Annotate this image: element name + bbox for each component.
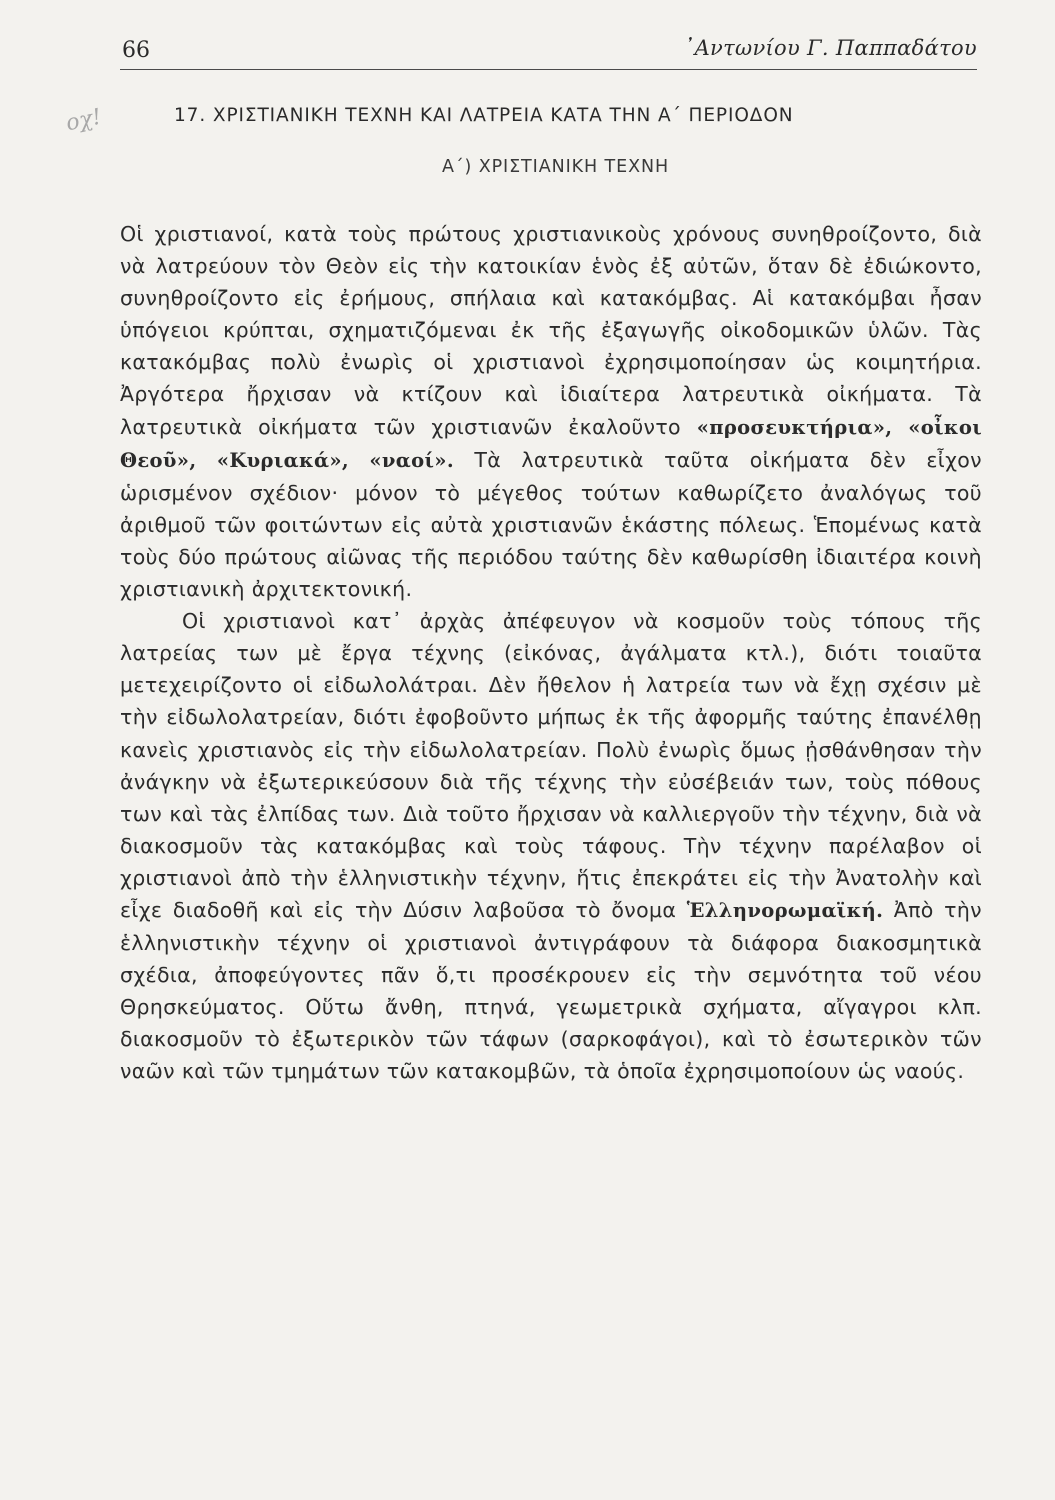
paragraph-text: Οἱ χριστιανοί, κατὰ τοὺς πρώτους χριστιανικοὺς χρόνους συνηθροίζοντο, διὰ νὰ λατρεύουν τὸν Θεὸν εἰς τὴν κατοικίαν ἑνὸς ἐξ αὐτῶν, ὅταν δὲ ἐδιώκοντο, συνηθροίζοντο εἰς ἐρήμους, σπήλαια καὶ κατακόμβας. Αἱ κατακόμβαι ἦσαν ὑπόγειοι κρύπται, σχηματιζόμεναι ἐκ τῆς ἐξαγωγῆς οἰκοδομικῶν ὑλῶν. Τὰς κατακόμβας πολὺ ἐνωρὶς οἱ χριστιανοὶ ἐχρησιμοποίησαν ὡς κοιμητήρια. Ἀργότερα ἤρχισαν νὰ κτίζουν καὶ ἰδιαίτερα λατρευτικὰ οἰκήματα. Τὰ λατρευτικὰ οἰκήματα τῶν χριστιανῶν ἐκαλοῦντο [120, 222, 982, 439]
running-header: ᾿Αντωνίου Γ. Παππαδάτου [683, 36, 977, 60]
paragraph-text: Οἱ χριστιανοὶ κατ᾿ ἀρχὰς ἀπέφευγον νὰ κοσμοῦν τοὺς τόπους τῆς λατρείας των μὲ ἔργα τέχνης (εἰκόνας, ἀγάλματα κτλ.), διότι τοιαῦτα μετεχειρίζοντο οἱ εἰδωλολάτραι. Δὲν ἤθελον ἡ λατρεία των νὰ ἔχῃ σχέσιν μὲ τὴν εἰδωλολατρείαν, διότι ἐφοβοῦντο μήπως ἐκ τῆς ἀφορμῆς ταύτης ἐπανέλθῃ κανεὶς χριστιανὸς εἰς τὴν εἰδωλολατρείαν. Πολὺ ἐνωρὶς ὅμως ᾐσθάνθησαν τὴν ἀνάγκην νὰ ἐξωτερικεύσουν διὰ τῆς τέχνης τὴν εὐσέβειάν των, τοὺς πόθους των καὶ τὰς ἐλπίδας των. Διὰ τοῦτο ἤρχισαν νὰ καλλιεργοῦν τὴν τέχνην, διὰ νὰ διακοσμοῦν τὰς κατακόμβας καὶ τοὺς τάφους. Τὴν τέχνην παρέλαβον οἱ χριστιανοὶ ἀπὸ τὴν ἑλληνιστικὴν τέχνην, ἥτις ἐπεκράτει εἰς τὴν Ἀνατολὴν καὶ εἶχε διαδοθῆ καὶ εἰς τὴν Δύσιν λαβοῦσα τὸ ὄνομα [120, 609, 982, 922]
paragraph-text: Τὰ λατρευτικὰ ταῦτα οἰκήματα δὲν εἶχον ὡρισμένον σχέδιον· μόνον τὸ μέγεθος τούτων καθωρίζετο ἀναλόγως τοῦ ἀριθμοῦ τῶν φοιτώντων εἰς αὐτὰ χριστιανῶν ἑκάστης πόλεως. Ἑπομένως κατὰ τοὺς δύο πρώτους αἰῶνας τῆς περιόδου ταύτης δὲν καθωρίσθη ἰδιαιτέρα κοινὴ χριστιανικὴ ἀρχιτεκτονική. [120, 447, 982, 602]
paragraph [120, 218, 982, 605]
emphasized-term: «οἶκοι Θεοῦ», [120, 415, 982, 472]
emphasized-term: «προσευκτήρια», [696, 415, 893, 439]
paragraph-text: Ἀπὸ τὴν ἑλληνιστικὴν τέχνην οἱ χριστιανοὶ ἀντιγράφουν τὰ διάφορα διακοσμητικὰ σχέδια, ἀποφεύγοντες πᾶν ὅ,τι προσέκρουεν εἰς τὴν σεμνότητα τοῦ νέου Θρησκεύματος. Οὕτω ἄνθη, πτηνά, γεωμετρικὰ σχήματα, αἴγαγροι κλπ. διακοσμοῦν τὸ ἐξωτερικὸν τῶν τάφων (σαρκοφάγοι), καὶ τὸ ἐσωτερικὸν τῶν ναῶν καὶ τῶν τμημάτων τῶν κατακομβῶν, τὰ ὁποῖα ἐχρησιμοποίουν ὡς ναούς. [120, 897, 982, 1084]
section-heading: Α΄) ΧΡΙΣΤΙΑΝΙΚΗ ΤΕΧΝΗ [441, 157, 670, 177]
body-text [120, 218, 982, 1088]
emphasized-term: Ἑλληνορωμαϊκή. [686, 898, 884, 922]
page-number: 66 [122, 38, 150, 63]
chapter-heading: 17. ΧΡΙΣΤΙΑΝΙΚΗ ΤΕΧΝΗ ΚΑΙ ΛΑΤΡΕΙΑ ΚΑΤΑ ΤΗΝ Α΄ ΠΕΡΙΟΔΟΝ [174, 105, 794, 126]
handwritten-margin-note: οχ! [63, 104, 104, 137]
paragraph [120, 605, 982, 1087]
header-rule [120, 69, 977, 70]
emphasized-term: «Κυριακά», [216, 448, 350, 472]
emphasized-term: «ναοί». [369, 448, 454, 472]
